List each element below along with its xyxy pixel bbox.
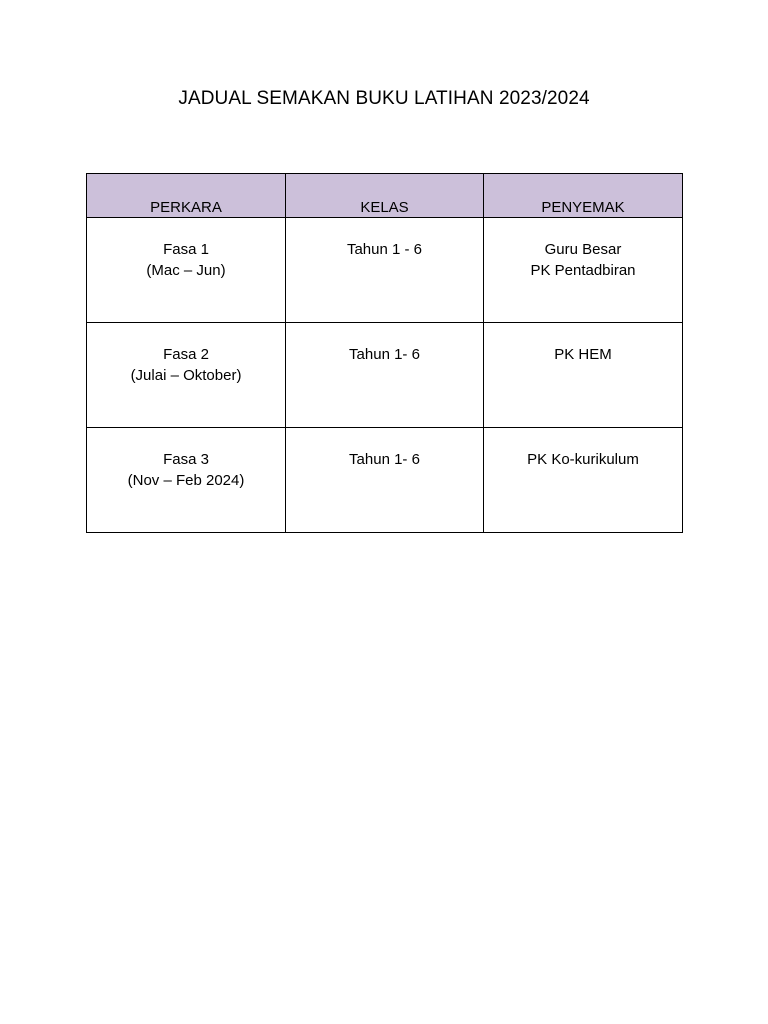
cell-perkara <box>87 218 286 323</box>
cell-penyemak <box>484 218 683 323</box>
phase-name: Fasa 3 <box>163 451 209 468</box>
table-row <box>87 218 683 323</box>
cell-perkara <box>87 428 286 533</box>
page-title: JADUAL SEMAKAN BUKU LATIHAN 2023/2024 <box>178 88 590 109</box>
class-range: Tahun 1- 6 <box>349 346 420 363</box>
cell-kelas <box>286 218 484 323</box>
cell-perkara <box>87 323 286 428</box>
header-perkara: PERKARA <box>87 174 286 218</box>
phase-name: Fasa 2 <box>163 346 209 363</box>
table-row <box>87 428 683 533</box>
phase-period: (Julai – Oktober) <box>130 367 242 384</box>
cell-penyemak <box>484 428 683 533</box>
header-kelas: KELAS <box>286 174 484 218</box>
phase-period: (Mac – Jun) <box>146 262 226 279</box>
schedule-table <box>86 173 683 533</box>
phase-period: (Nov – Feb 2024) <box>127 472 245 489</box>
reviewer: PK HEM <box>554 346 612 363</box>
reviewer: PK Pentadbiran <box>530 262 636 279</box>
class-range: Tahun 1- 6 <box>349 451 420 468</box>
reviewer: Guru Besar <box>544 241 622 258</box>
reviewer: PK Ko-kurikulum <box>527 451 639 468</box>
cell-penyemak <box>484 323 683 428</box>
cell-kelas <box>286 323 484 428</box>
cell-kelas <box>286 428 484 533</box>
table-header-row <box>87 174 683 218</box>
phase-name: Fasa 1 <box>163 241 209 258</box>
class-range: Tahun 1 - 6 <box>346 241 423 258</box>
header-penyemak: PENYEMAK <box>484 174 683 218</box>
table-row <box>87 323 683 428</box>
